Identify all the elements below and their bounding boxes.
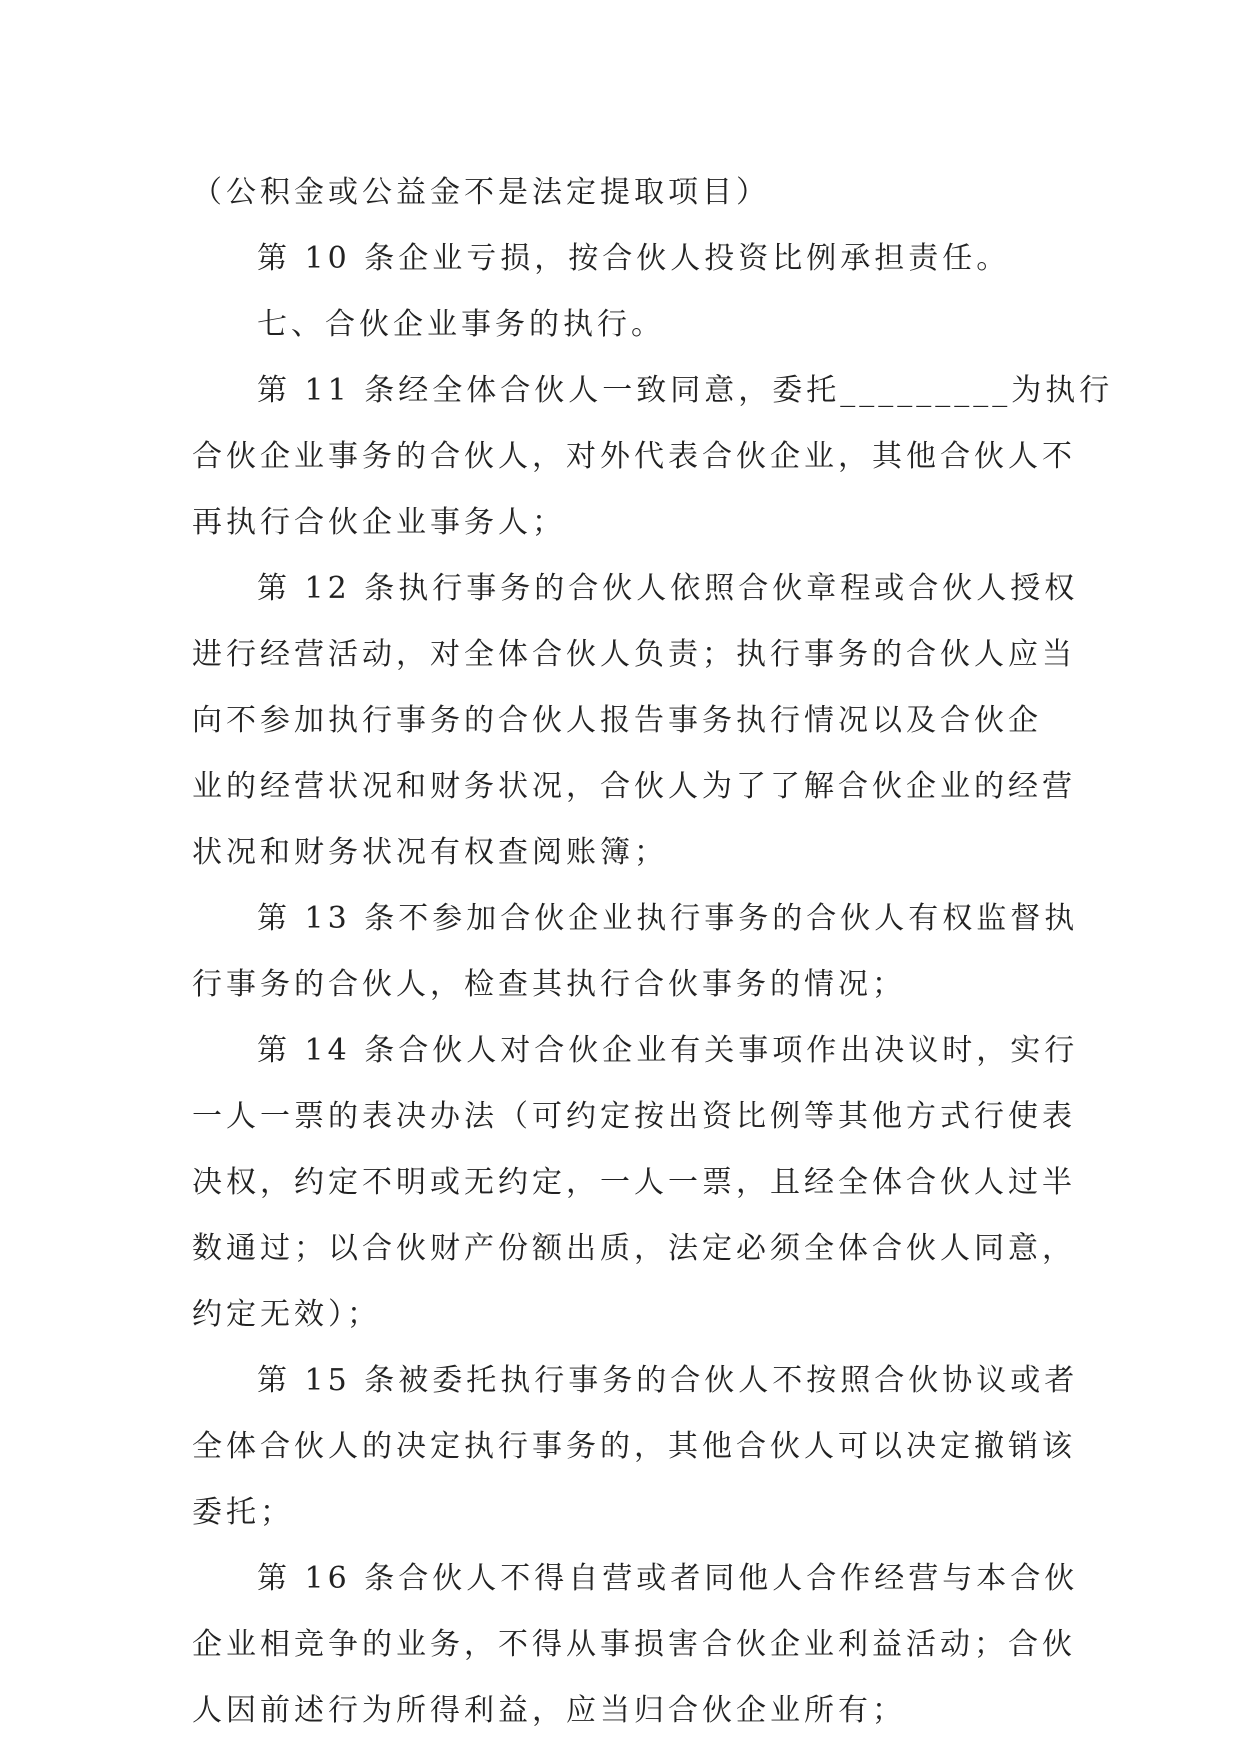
text-line: 第 13 条不参加合伙企业执行事务的合伙人有权监督执: [257, 901, 1079, 936]
text-line: 委托；: [192, 1495, 294, 1530]
text-line: 合伙企业事务的合伙人，对外代表合伙企业，其他合伙人不: [192, 439, 1076, 474]
text-line: 第 12 条执行事务的合伙人依照合伙章程或合伙人授权: [257, 571, 1079, 606]
text-line: 进行经营活动，对全体合伙人负责；执行事务的合伙人应当: [192, 637, 1076, 672]
text-line: 第 10 条企业亏损，按合伙人投资比例承担责任。: [257, 241, 1011, 276]
text-line: 数通过；以合伙财产份额出质，法定必须全体合伙人同意，: [192, 1231, 1076, 1266]
text-line: 一人一票的表决办法（可约定按出资比例等其他方式行使表: [192, 1099, 1076, 1134]
text-line: 业的经营状况和财务状况，合伙人为了了解合伙企业的经营: [192, 769, 1076, 804]
text-line: 第 15 条被委托执行事务的合伙人不按照合伙协议或者: [257, 1363, 1079, 1398]
text-line: 决权，约定不明或无约定，一人一票，且经全体合伙人过半: [192, 1165, 1076, 1200]
text-line: 行事务的合伙人，检查其执行合伙事务的情况；: [192, 967, 906, 1002]
text-line: 企业相竞争的业务，不得从事损害合伙企业利益活动；合伙: [192, 1627, 1076, 1662]
text-line: 第 16 条合伙人不得自营或者同他人合作经营与本合伙: [257, 1561, 1079, 1596]
text-line: 第 14 条合伙人对合伙企业有关事项作出决议时，实行: [257, 1033, 1079, 1068]
text-line: 全体合伙人的决定执行事务的，其他合伙人可以决定撤销该: [192, 1429, 1076, 1464]
document-body: [192, 160, 1114, 1744]
text-line: 人因前述行为所得利益，应当归合伙企业所有；: [192, 1693, 906, 1728]
text-line: 第 11 条经全体合伙人一致同意，委托_________为执行: [257, 373, 1114, 408]
text-line: 向不参加执行事务的合伙人报告事务执行情况以及合伙企: [192, 703, 1042, 738]
text-line: 约定无效）；: [192, 1297, 381, 1332]
text-line: 状况和财务状况有权查阅账簿；: [192, 835, 668, 870]
text-line: 再执行合伙企业事务人；: [192, 505, 566, 540]
section-heading: 七、合伙企业事务的执行。: [257, 307, 665, 342]
text-line: （公积金或公益金不是法定提取项目）: [192, 175, 770, 210]
